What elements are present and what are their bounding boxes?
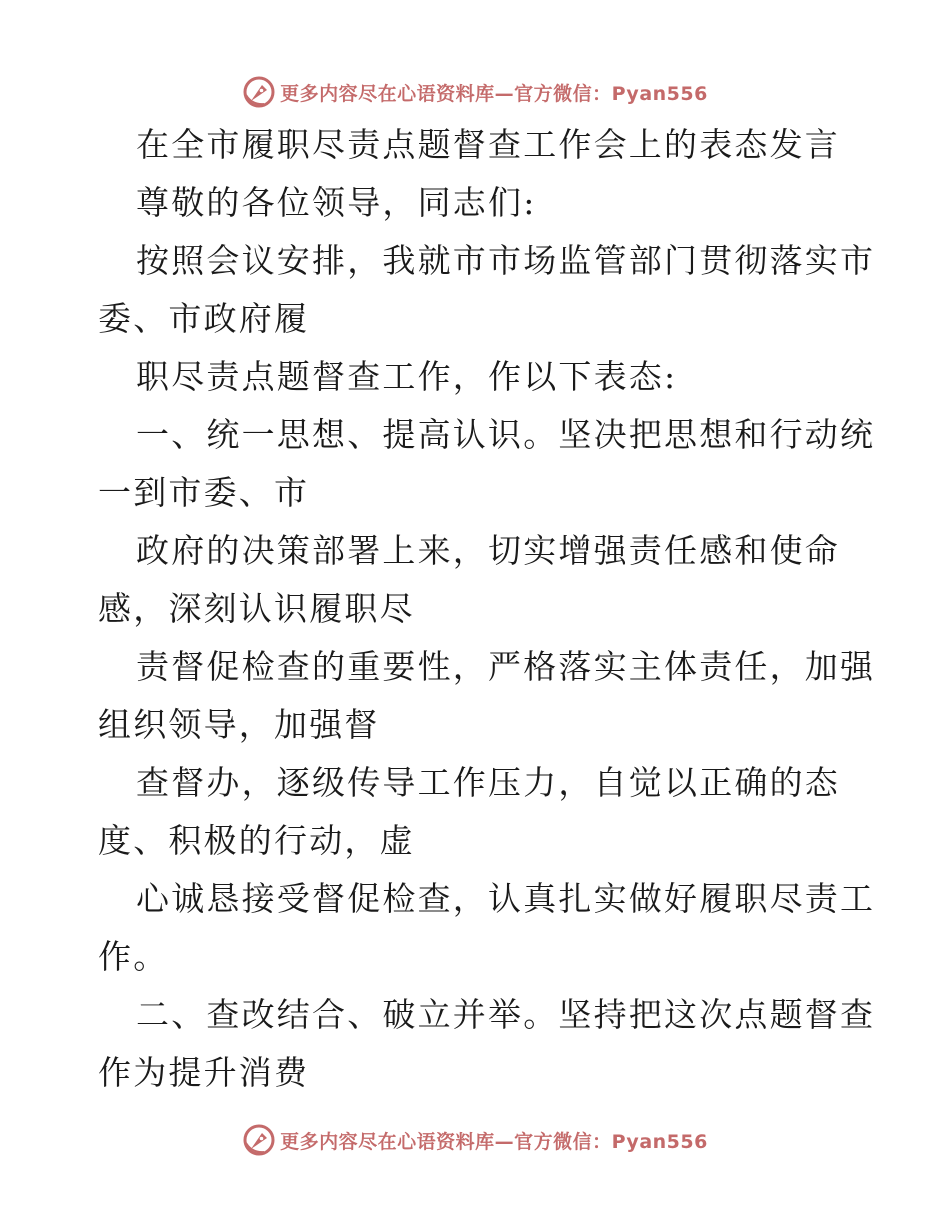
footer-watermark-banner <box>0 1118 950 1162</box>
document-line: 心诚恳接受督促检查，认真扎实做好履职尽责工 <box>136 879 876 918</box>
pen-nib-logo-icon <box>242 1123 276 1157</box>
document-line: 作为提升消费 <box>98 1053 310 1092</box>
document-line: 在全市履职尽责点题督查工作会上的表态发言 <box>136 125 840 164</box>
pen-nib-logo-icon <box>242 75 276 109</box>
watermark-text: 更多内容尽在心语资料库—官方微信：Pyan556 <box>280 1130 708 1153</box>
document-line: 度、积极的行动，虚 <box>98 821 415 860</box>
document-line: 委、市政府履 <box>98 299 310 338</box>
document-line: 二、查改结合、破立并举。坚持把这次点题督查 <box>136 995 876 1034</box>
document-line: 尊敬的各位领导，同志们: <box>136 183 537 222</box>
document-line: 职尽责点题督查工作，作以下表态: <box>136 357 678 396</box>
header-watermark-banner <box>0 70 950 114</box>
document-line: 一到市委、市 <box>98 473 310 512</box>
document-line: 查督办，逐级传导工作压力，自觉以正确的态 <box>136 763 840 802</box>
document-body <box>0 116 950 1102</box>
document-line: 作。 <box>98 937 169 976</box>
document-line: 政府的决策部署上来，切实增强责任感和使命 <box>136 531 840 570</box>
watermark-text: 更多内容尽在心语资料库—官方微信：Pyan556 <box>280 82 708 105</box>
document-line: 责督促检查的重要性，严格落实主体责任，加强 <box>136 647 876 686</box>
document-line: 按照会议安排，我就市市场监管部门贯彻落实市 <box>136 241 876 280</box>
document-line: 一、统一思想、提高认识。坚决把思想和行动统 <box>136 415 876 454</box>
document-line: 组织领导，加强督 <box>98 705 380 744</box>
document-line: 感，深刻认识履职尽 <box>98 589 415 628</box>
